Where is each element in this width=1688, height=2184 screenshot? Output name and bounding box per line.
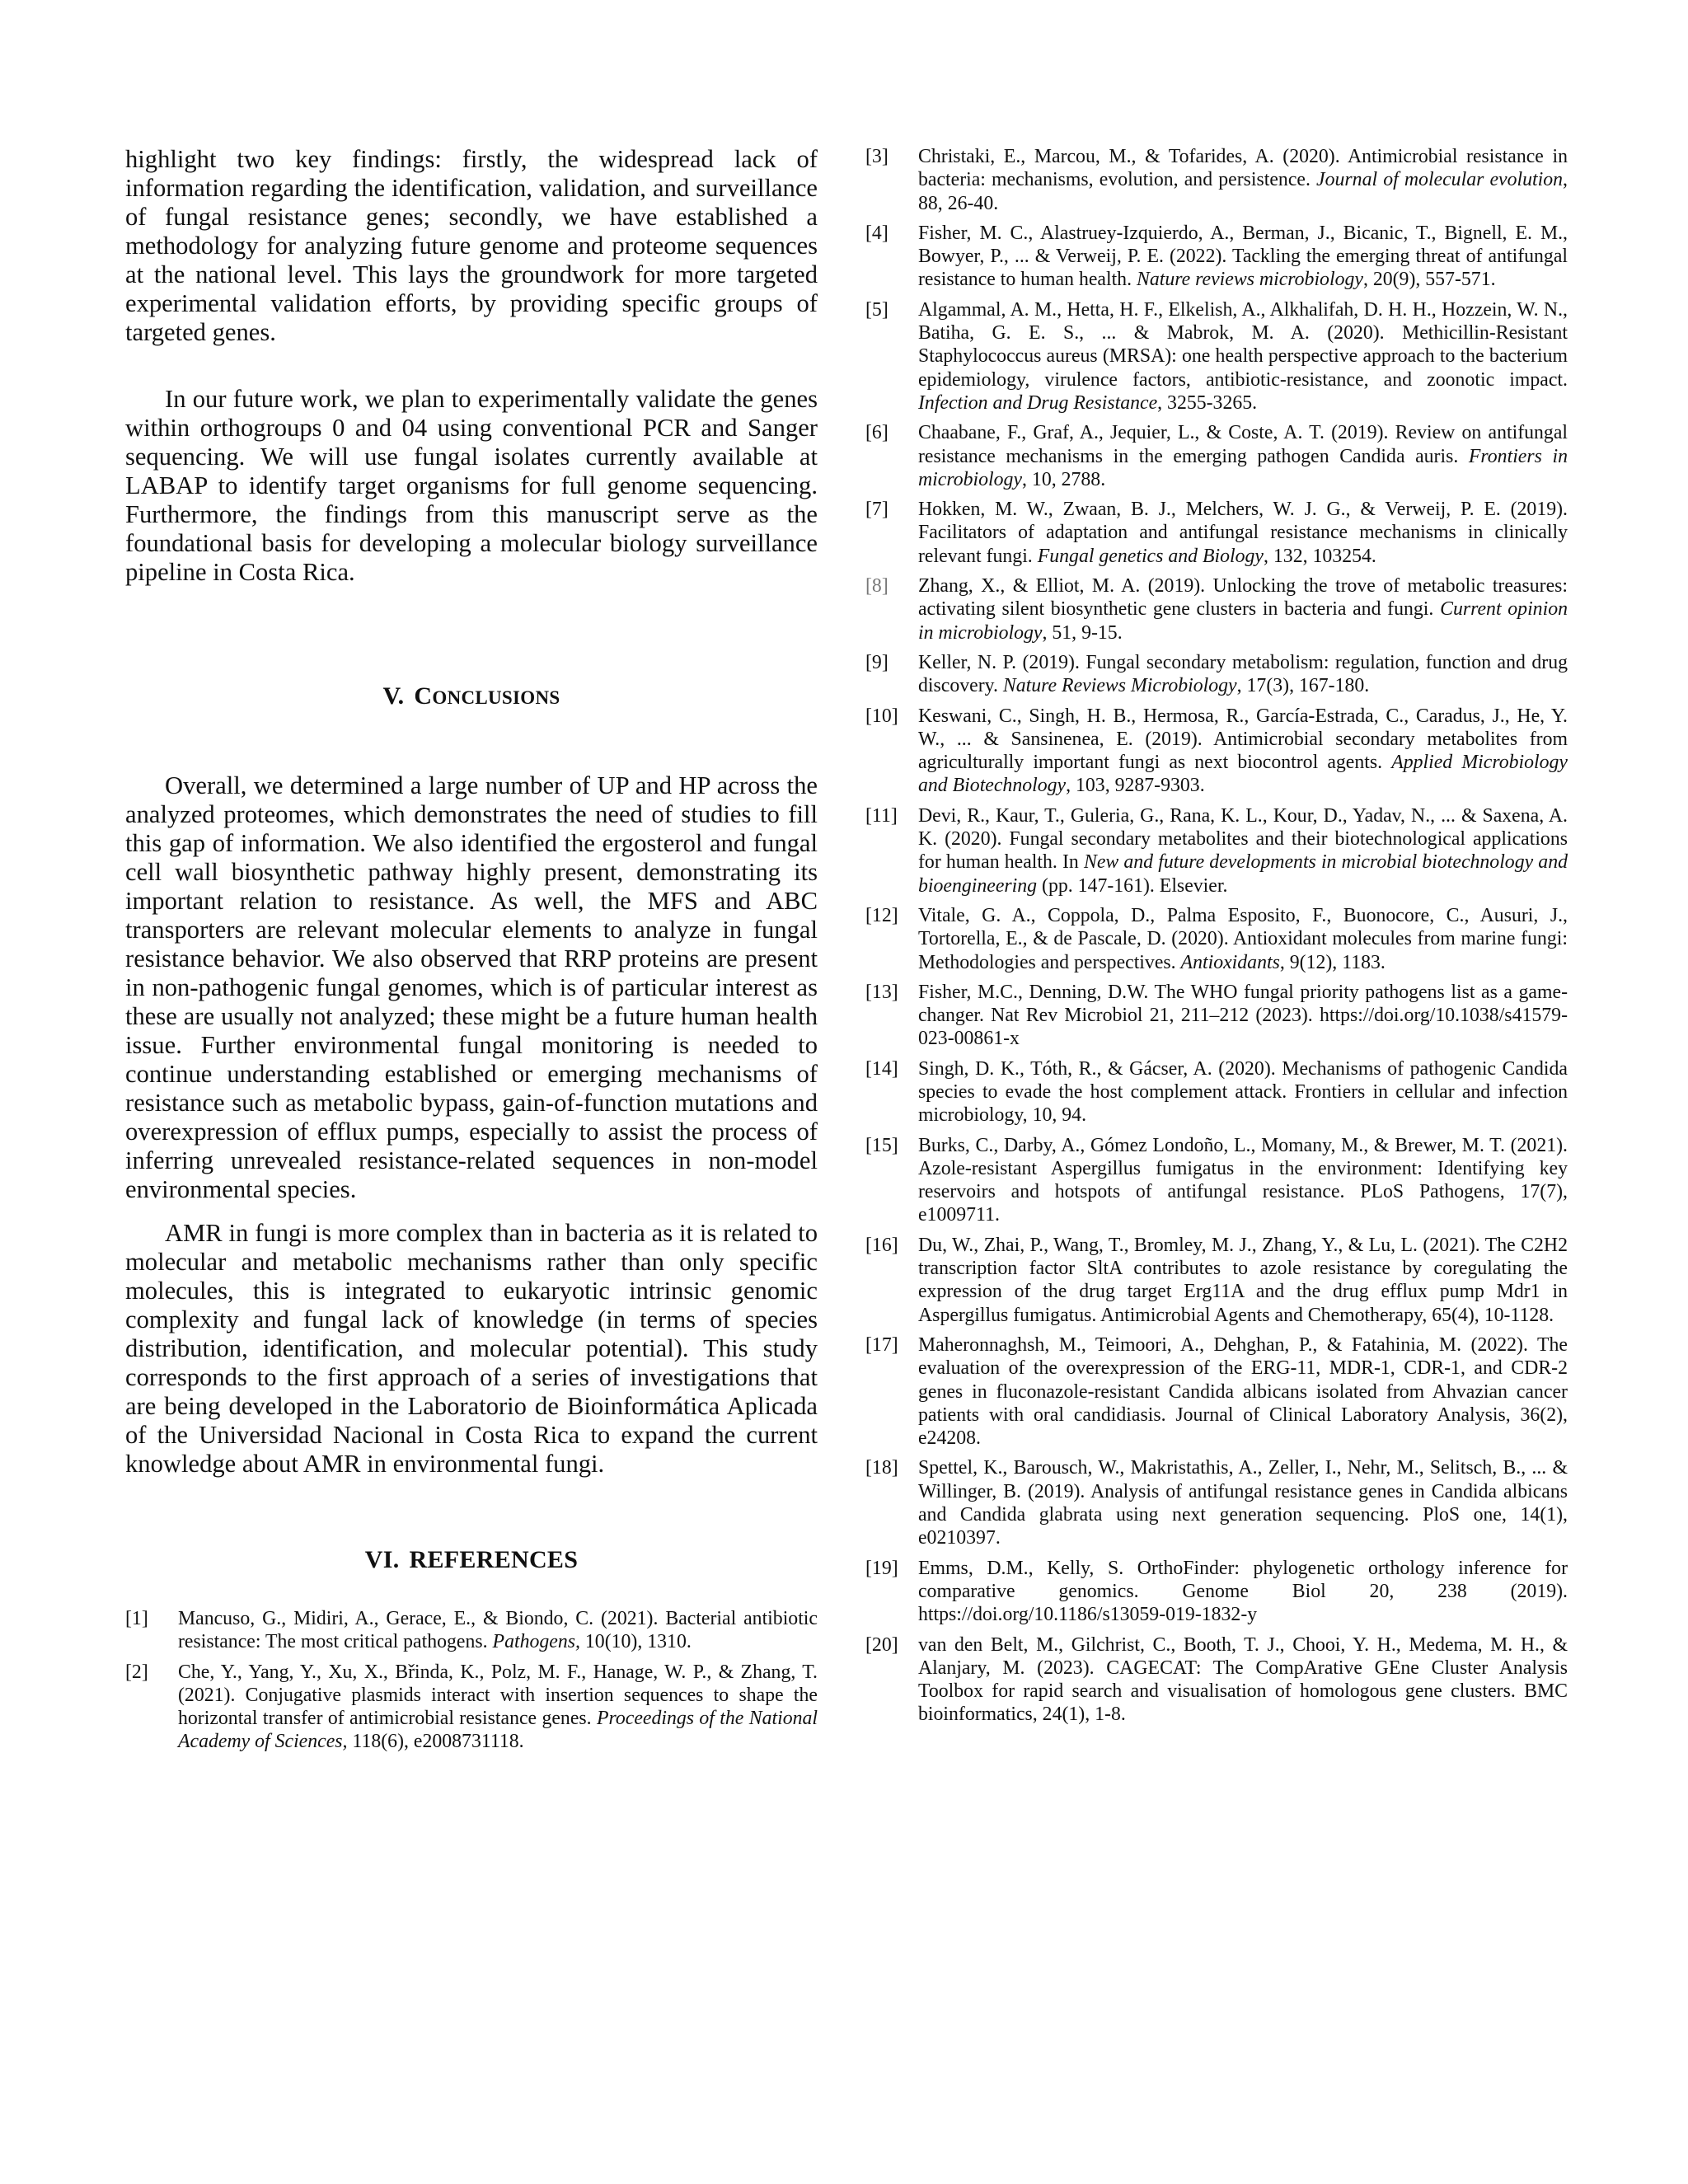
reference-details: , 51, 9-15. (1042, 621, 1123, 644)
reference-number: [13] (865, 981, 898, 1003)
reference-journal: Infection and Drug Resistance (918, 391, 1158, 414)
reference-number: [1] (125, 1608, 148, 1629)
reference-number: [12] (865, 904, 898, 926)
reference-number: [20] (865, 1633, 898, 1656)
references-heading-number: VI. (364, 1546, 400, 1573)
reference-journal: Journal of molecular evolution (1316, 169, 1564, 191)
reference-details: , 20(9), 557-571. (1362, 269, 1496, 291)
conclusions-heading-rest: ONCLUSIONS (432, 687, 560, 708)
reference-text: Maheronnaghsh, M., Teimoori, A., Dehghan, P., & Fatahinia, M. (2022). The evaluation of the overexpression of the ERG-11, MDR-1, CDR-1, and CDR-2 genes in fluconazole-resistant Candida albicans isolated from Ahvazian cancer patients with oral candidiasis. Journal of Clinical Laboratory Analysis, 36(2), e24208. (918, 1333, 1568, 1450)
reference-item (865, 1134, 1568, 1227)
reference-journal: New and future developments in microbial biotechnology and bioengineering (918, 851, 1568, 897)
reference-text: Vitale, G. A., Coppola, D., Palma Esposito, F., Buonocore, C., Ausuri, J., Tortorella, E., & de Pascale, D. (2020). Antioxidant molecules from marine fungi: Methodologies and perspectives. (918, 904, 1568, 973)
reference-text: Algammal, A. M., Hetta, H. F., Elkelish, A., Alkhalifah, D. H. H., Hozzein, W. N., Batiha, G. E. S., ... & Mabrok, M. A. (2020). Methicillin-Resistant Staphylococcus aureus (MRSA): one health perspective approach to the bacterium epidemiology, virulence factors, antibiotic-resistance, and zoonotic impact. (918, 298, 1568, 391)
reference-journal: Current opinion in microbiology (918, 598, 1568, 644)
reference-text: Burks, C., Darby, A., Gómez Londoño, L., Momany, M., & Brewer, M. T. (2021). Azole-resistant Aspergillus fumigatus in the environment: Identifying key reservoirs and hotspots of antifungal resistance. PLoS Pathogens, 17(7), e1009711. (918, 1134, 1568, 1226)
conclusions-heading-initial: C (414, 682, 433, 710)
reference-number: [7] (865, 499, 889, 521)
reference-list-left (125, 1607, 818, 1754)
reference-item (865, 651, 1568, 698)
reference-details: , 9(12), 1183. (1279, 951, 1386, 973)
reference-item (865, 1234, 1568, 1327)
reference-list-right (865, 145, 1568, 1727)
references-heading (125, 1546, 818, 1574)
reference-item (125, 1607, 818, 1654)
reference-text: Devi, R., Kaur, T., Guleria, G., Rana, K. L., Kour, D., Yadav, N., ... & Saxena, A. K. (2020). Fungal secondary metabolites and their biotechnological applications for human health. In (918, 804, 1568, 874)
reference-item (865, 1456, 1568, 1549)
reference-item (865, 421, 1568, 491)
conclusions-heading (125, 682, 818, 710)
reference-number: [16] (865, 1234, 898, 1256)
reference-details: , 132, 103254. (1264, 545, 1376, 567)
reference-item (865, 1333, 1568, 1450)
paragraph-conclusions-overall: Overall, we determined a large number of UP and HP across the analyzed proteomes, which demonstrates the need of studies to fill this gap of information. We also identified the ergosterol and fungal cell wall biosynthetic pathway highly present, demonstrating its important relation to resistance. As well, the MFS and ABC transporters are relevant molecular elements to analyze in fungal resistance behavior. We also observed that RRP proteins are present in non-pathogenic fungal genomes, which is of particular interest as these are usually not analyzed; these might be a future human health issue. Further environmental fungal monitoring is needed to continue understanding established or emerging mechanisms of resistance such as metabolic bypass, gain-of-function mutations and overexpression of efflux pumps, especially to assist the process of inferring unrevealed resistance-related sequences in non-model environmental species. (125, 771, 818, 1203)
reference-text: Spettel, K., Barousch, W., Makristathis, A., Zeller, I., Nehr, M., Selitsch, B., ... & Willinger, B. (2019). Analysis of antifungal resistance genes in Candida albicans and Candida glabrata using next generation sequencing. PloS one, 14(1), e0210397. (918, 1457, 1568, 1549)
reference-journal: Nature Reviews Microbiology (1002, 675, 1237, 697)
paragraph-findings: highlight two key findings: firstly, the widespread lack of information regarding the identification, validation, and surveillance of fungal resistance genes; secondly, we have established a methodology for analyzing future genome and proteome sequences at the national level. This lays the groundwork for more targeted experimental validation efforts, by providing specific groups of targeted genes. (125, 145, 818, 346)
reference-item (865, 804, 1568, 898)
reference-number: [18] (865, 1457, 898, 1479)
reference-journal: Applied Microbiology and Biotechnology (918, 752, 1568, 797)
reference-number: [3] (865, 146, 889, 167)
reference-item (125, 1661, 818, 1754)
reference-journal: Nature reviews microbiology (1136, 269, 1363, 291)
reference-number: [2] (125, 1661, 148, 1683)
paragraph-future-work: In our future work, we plan to experimentally validate the genes within orthogroups 0 and 04 using conventional PCR and Sanger sequencing. We will use fungal isolates currently available at LABAP to identify target organisms for full genome sequencing. Furthermore, the findings from this manuscript serve as the foundational basis for developing a molecular biology surveillance pipeline in Costa Rica. (125, 385, 818, 586)
reference-text: Emms, D.M., Kelly, S. OrthoFinder: phylogenetic orthology inference for comparative genomics. Genome Biol 20, 238 (2019). https://doi.org/10.1186/s13059-019-1832-y (918, 1557, 1568, 1626)
reference-details: , 3255-3265. (1157, 391, 1258, 414)
reference-details: , 10, 2788. (1022, 468, 1106, 490)
reference-text: Christaki, E., Marcou, M., & Tofarides, A. (2020). Antimicrobial resistance in bacteria: mechanisms, evolution, and persistence. (918, 146, 1568, 191)
reference-item (865, 705, 1568, 798)
reference-journal: Proceedings of the National Academy of Sciences, (178, 1708, 818, 1753)
paragraph-conclusions-amr: AMR in fungi is more complex than in bacteria as it is related to molecular and metabolic mechanisms rather than only specific molecules, this is integrated to eukaryotic intrinsic genomic complexity and fungal lack of knowledge (in terms of species distribution, identification, and molecular potential). This study corresponds to the first approach of a series of investigations that are being developed in the Laboratorio de Bioinformática Aplicada of the Universidad Nacional in Costa Rica to expand the current knowledge about AMR in environmental fungi. (125, 1219, 818, 1478)
reference-text: Chaabane, F., Graf, A., Jequier, L., & Coste, A. T. (2019). Review on antifungal resistance mechanisms in the emerging pathogen Candida auris. (918, 422, 1568, 467)
reference-details: 118(6), e2008731118. (347, 1731, 524, 1753)
reference-details: 10(10), 1310. (579, 1631, 692, 1653)
reference-details: (pp. 147-161). Elsevier. (1037, 874, 1228, 897)
reference-number: [17] (865, 1333, 898, 1356)
reference-details: , 88, 26-40. (918, 169, 1568, 214)
conclusions-heading-number: V. (382, 682, 405, 710)
reference-number: [14] (865, 1057, 898, 1080)
reference-text: Fisher, M.C., Denning, D.W. The WHO fungal priority pathogens list as a game-changer. Nat Rev Microbiol 21, 211–212 (2023). https://doi.org/10.1038/s41579-023-00861-x (918, 981, 1568, 1050)
reference-number: [19] (865, 1557, 898, 1579)
reference-text: van den Belt, M., Gilchrist, C., Booth, T. J., Chooi, Y. H., Medema, M. H., & Alanjary, M. (2023). CAGECAT: The CompArative GEne Cluster Analysis Toolbox for rapid search and visualisation of homologous gene clusters. BMC bioinformatics, 24(1), 1-8. (918, 1633, 1568, 1726)
reference-text: Zhang, X., & Elliot, M. A. (2019). Unlocking the trove of metabolic treasures: activating silent biosynthetic gene clusters in bacteria and fungi. (918, 575, 1568, 621)
reference-details: , 17(3), 167-180. (1236, 675, 1370, 697)
reference-item (865, 1557, 1568, 1627)
reference-item (865, 145, 1568, 215)
reference-number: [10] (865, 705, 898, 727)
reference-text: Keller, N. P. (2019). Fungal secondary metabolism: regulation, function and drug discovery. (918, 651, 1568, 697)
reference-item (865, 981, 1568, 1051)
reference-text: Singh, D. K., Tóth, R., & Gácser, A. (2020). Mechanisms of pathogenic Candida species to evade the host complement attack. Frontiers in cellular and infection microbiology, 10, 94. (918, 1057, 1568, 1127)
reference-item (865, 298, 1568, 415)
reference-number: [11] (865, 804, 898, 827)
reference-number: [9] (865, 651, 889, 673)
reference-item (865, 498, 1568, 568)
reference-number: [6] (865, 422, 889, 444)
reference-journal: Antioxidants (1180, 951, 1280, 973)
reference-number: [4] (865, 222, 889, 244)
reference-number: [8] (865, 575, 889, 598)
reference-item (865, 574, 1568, 644)
reference-text: Che, Y., Yang, Y., Xu, X., Břinda, K., Polz, M. F., Hanage, W. P., & Zhang, T. (2021). Conjugative plasmids interact with insertion sequences to shape the horizontal transfer of antimicrobial resistance genes. (178, 1661, 818, 1730)
reference-text: Du, W., Zhai, P., Wang, T., Bromley, M. J., Zhang, Y., & Lu, L. (2021). The C2H2 transcription factor SltA contributes to azole resistance by coregulating the expression of the drug target Erg11A and the drug efflux pump Mdr1 in Aspergillus fumigatus. Antimicrobial Agents and Chemotherapy, 65(4), 10-1128. (918, 1234, 1568, 1326)
reference-item (865, 222, 1568, 292)
reference-journal: Pathogens, (492, 1631, 580, 1653)
reference-journal: Frontiers in microbiology (918, 445, 1568, 490)
right-column (865, 145, 1568, 1733)
reference-number: [5] (865, 298, 889, 321)
reference-number: [15] (865, 1134, 898, 1156)
reference-text: Fisher, M. C., Alastruey-Izquierdo, A., Berman, J., Bicanic, T., Bignell, E. M., Bowyer, P., ... & Verweij, P. E. (2022). Tackling the emerging threat of antifungal resistance to human health. (918, 222, 1568, 291)
left-column (125, 145, 818, 1760)
reference-item (865, 904, 1568, 974)
references-heading-text: REFERENCES (409, 1546, 579, 1573)
reference-item (865, 1057, 1568, 1127)
reference-text: Mancuso, G., Midiri, A., Gerace, E., & Biondo, C. (2021). Bacterial antibiotic resistance: The most critical pathogens. (178, 1608, 818, 1653)
reference-details: , 103, 9287-9303. (1066, 775, 1205, 797)
reference-journal: Fungal genetics and Biology (1037, 545, 1264, 567)
reference-text: Keswani, C., Singh, H. B., Hermosa, R., García-Estrada, C., Caradus, J., He, Y. W., ... & Sansinenea, E. (2019). Antimicrobial secondary metabolites from agriculturally important fungi as next biocontrol agents. (918, 705, 1568, 774)
reference-text: Hokken, M. W., Zwaan, B. J., Melchers, W. J. G., & Verweij, P. E. (2019). Facilitators of adaptation and antifungal resistance mechanisms in clinically relevant fungi. (918, 499, 1568, 567)
reference-item (865, 1633, 1568, 1727)
